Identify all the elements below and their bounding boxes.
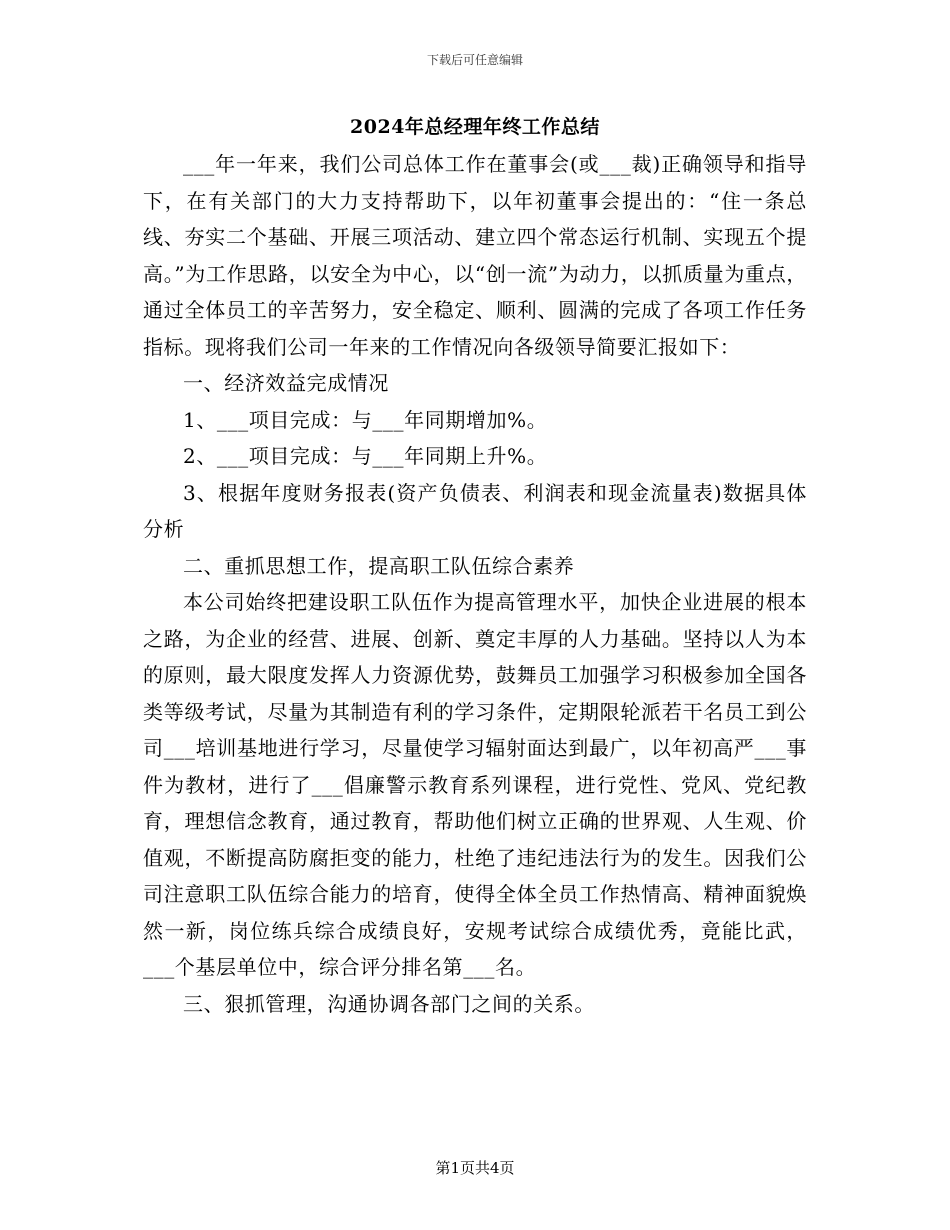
section-heading-1: 一、经济效益完成情况 xyxy=(183,371,389,395)
paragraph-intro: ___年一年来，我们公司总体工作在董事会(或___裁)正确领导和指导下，在有关部门的大力支持帮助下，以年初董事会提出的：“住一条总线、夯实二个基础、开展三项活动、建立四个常态运行机制、实现五个提高。”为工作思路，以安全为中心，以“创一流”为动力，以抓质量为重点，通过全体员工的辛苦努力，安全稳定、顺利、圆满的完成了各项工作任务指标。现将我们公司一年来的工作情况向各级领导简要汇报如下： xyxy=(143,152,807,359)
section-heading-2: 二、重抓思想工作，提高职工队伍综合素养 xyxy=(183,553,575,578)
list-item-3: 3、根据年度财务报表(资产负债表、利润表和现金流量表)数据具体分析 xyxy=(143,480,807,541)
section-heading-3: 三、狠抓管理，沟通协调各部门之间的关系。 xyxy=(183,991,595,1016)
header-note: 下载后可任意编辑 xyxy=(426,53,523,67)
page-footer: 第1页共4页 xyxy=(435,1159,515,1177)
list-item-1: 1、___项目完成：与___年同期增加%。 xyxy=(183,407,548,432)
document-title: 2024年总经理年终工作总结 xyxy=(350,116,600,138)
document-body xyxy=(143,146,807,1022)
paragraph-section-2: 本公司始终把建设职工队伍作为提高管理水平，加快企业进展的根本之路，为企业的经营、进展、创新、奠定丰厚的人力基础。坚持以人为本的原则，最大限度发挥人力资源优势，鼓舞员工加强学习积极参加全国各类等级考试，尽量为其制造有利的学习条件，定期限轮派若干名员工到公司___培训基地进行学习，尽量使学习辐射面达到最广，以年初高严___事件为教材，进行了___倡廉警示教育系列课程，进行党性、党风、党纪教育，理想信念教育，通过教育，帮助他们树立正确的世界观、人生观、价值观，不断提高防腐拒变的能力，杜绝了违纪违法行为的发生。因我们公司注意职工队伍综合能力的培育，使得全体全员工作热情高、精神面貌焕然一新，岗位练兵综合成绩良好，安规考试综合成绩优秀，竟能比武，___个基层单位中，综合评分排名第___名。 xyxy=(143,590,807,979)
list-item-2: 2、___项目完成：与___年同期上升%。 xyxy=(183,444,548,468)
